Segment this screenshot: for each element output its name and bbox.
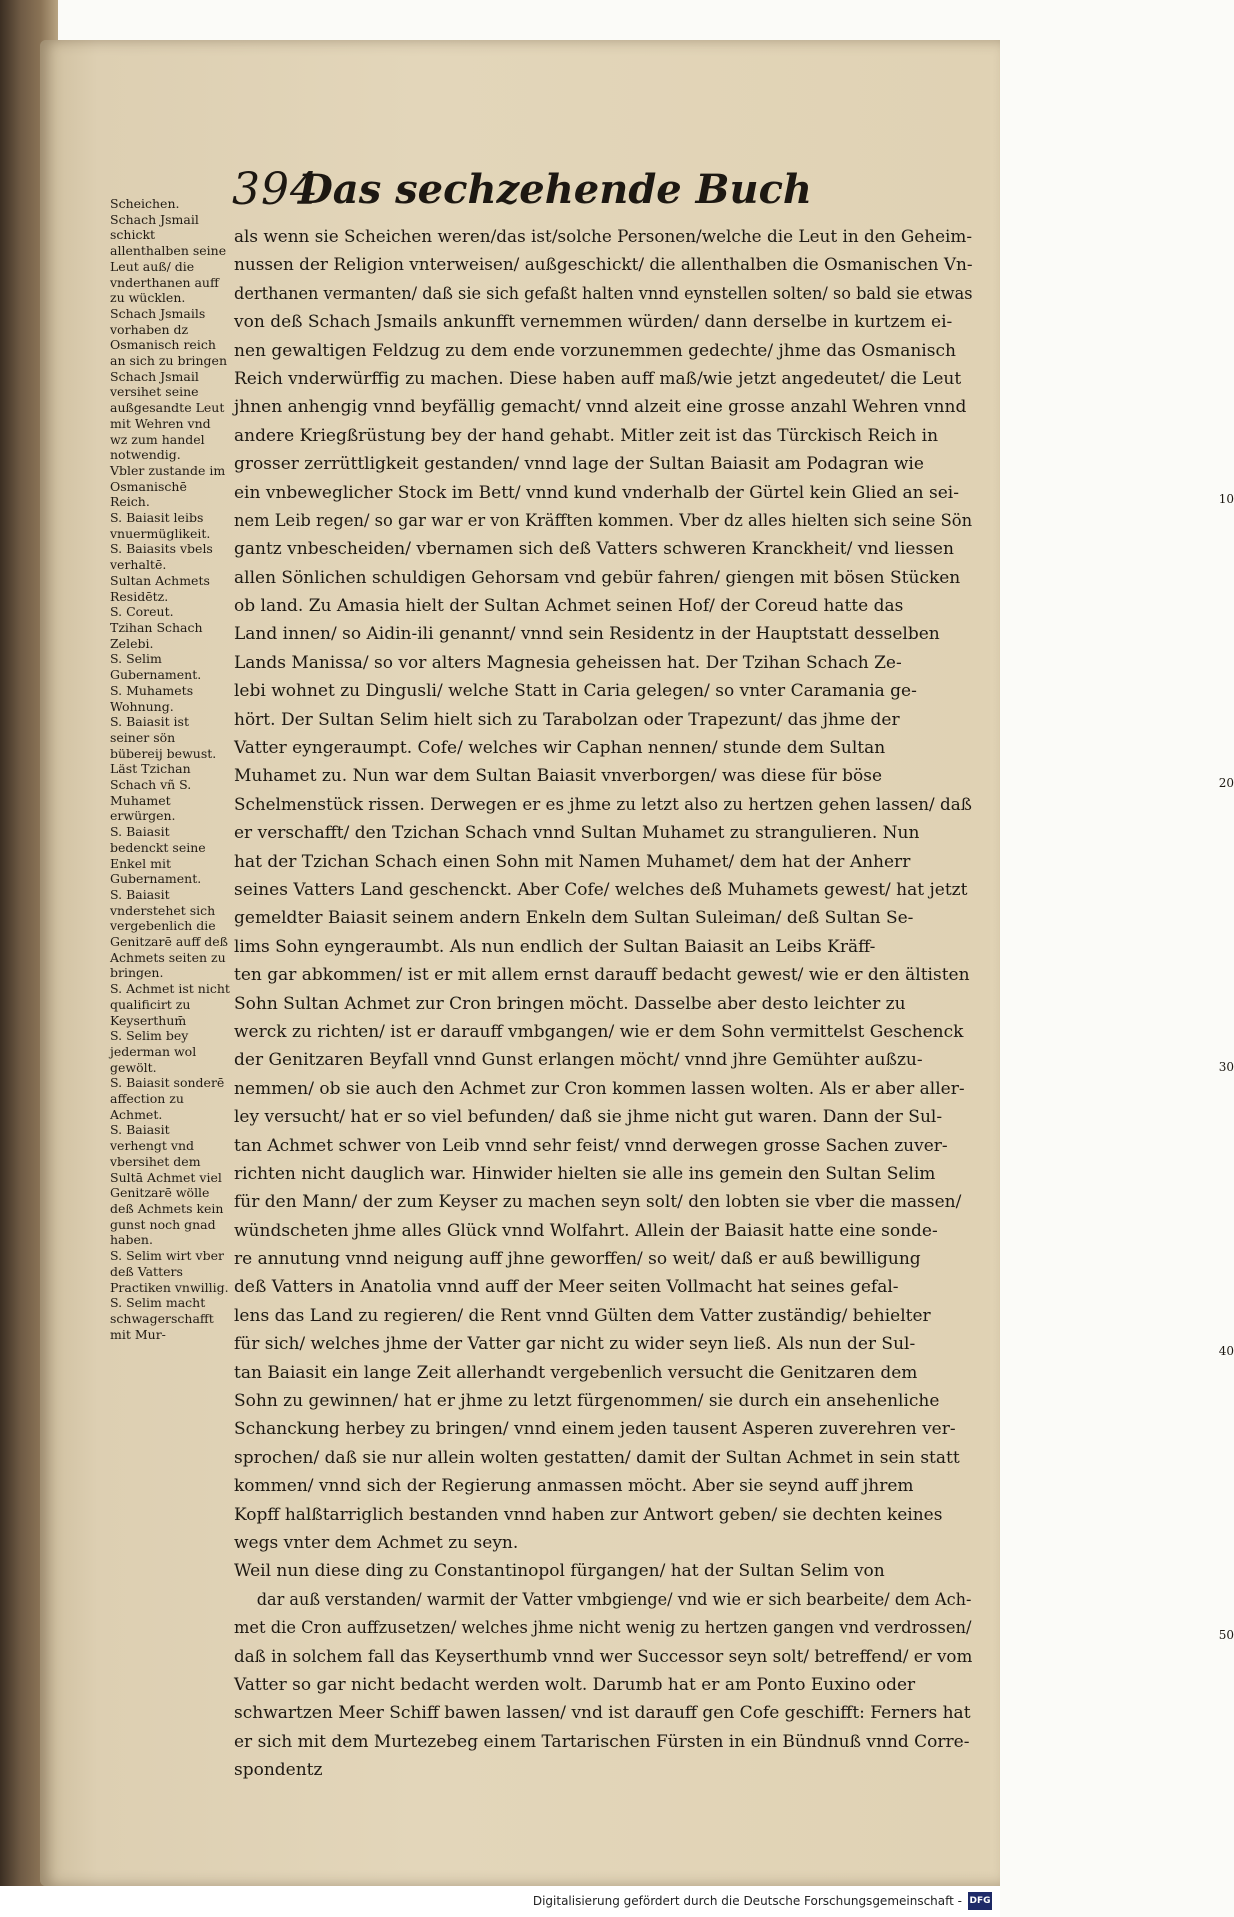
line-number-column — [1214, 223, 1234, 1784]
margin-note: S. Selim macht schwagerschafft mit Mur- — [110, 1295, 214, 1342]
text-line: ley versucht/ hat er so viel befunden/ daß sie jhme nicht gut waren. Dann der Sul- — [234, 1107, 943, 1128]
margin-note: Tzihan Schach Zelebi. — [110, 619, 203, 651]
text-line: grosser zerrüttligkeit gestanden/ vnnd lage der Sultan Baiasit am Podagran wie — [234, 454, 924, 475]
margin-note: S. Achmet ist nicht qualificirt zu Keyserthum̄ — [110, 981, 230, 1028]
text-line: Schelmenstück rissen. Derwegen er es jhme zu letzt also zu hertzen gehen lassen/ daß — [234, 794, 972, 815]
text-line: kommen/ vnnd sich der Regierung anmassen möcht. Aber sie seynd auff jhrem — [234, 1476, 914, 1497]
text-line: Kopff halßtarriglich bestanden vnnd haben zur Antwort geben/ sie dechten keines — [234, 1504, 943, 1525]
text-line: hat der Tzichan Schach einen Sohn mit Namen Muhamet/ dem hat der Anherr — [234, 851, 911, 872]
text-line: Vatter eyngeraumpt. Cofe/ welches wir Caphan nennen/ stunde dem Sultan — [234, 738, 886, 759]
margin-note: S. Baiasit ist seiner sön bübereij bewust. — [110, 714, 217, 761]
margin-note: S. Baiasits vbels verhaltē. — [110, 541, 213, 573]
text-line: lebi wohnet zu Dingusli/ welche Statt in Caria gelegen/ so vnter Caramania ge- — [234, 681, 917, 702]
text-line: gantz vnbescheiden/ vbernamen sich deß Vatters schweren Kranckheit/ vnd liessen — [234, 539, 954, 560]
text-line: spondentz — [234, 1760, 323, 1781]
text-line: für den Mann/ der zum Keyser zu machen seyn solt/ den lobten sie vber die massen/ — [234, 1192, 962, 1213]
text-line: derthanen vermanten/ daß sie sich gefaßt halten vnnd eynstellen solten/ so bald sie etwas — [234, 283, 973, 304]
text-line: ten gar abkommen/ ist er mit allem ernst darauff bedacht gewest/ wie er den ältisten — [234, 965, 970, 986]
margin-note: S. Selim bey jederman wol gewölt. — [110, 1028, 197, 1075]
text-line: Weil nun diese ding zu Constantinopol fürgangen/ hat der Sultan Selim von — [234, 1561, 885, 1582]
text-line: dar auß verstanden/ warmit der Vatter vmbgienge/ vnd wie er sich bearbeite/ dem Ach- — [256, 1589, 972, 1610]
text-line: wegs vnter dem Achmet zu seyn. — [234, 1532, 519, 1553]
margin-note: S. Coreut. — [110, 604, 174, 620]
margin-note: Schach Jsmail schickt allenthalben seine Leut auß/ die vnderthanen auff zu wücklen. — [110, 211, 227, 306]
text-line: tan Baiasit ein lange Zeit allerhandt vergebenlich versucht die Genitzaren dem — [234, 1362, 918, 1383]
margin-note: S. Baiasit leibs vnuermüglikeit. — [110, 510, 211, 541]
text-line: re annutung vnnd neigung auff jhne geworffen/ so weit/ daß er auß bewilligung — [234, 1249, 921, 1270]
text-line: sprochen/ daß sie nur allein wolten gestatten/ damit der Sultan Achmet in sein statt — [234, 1447, 960, 1468]
dfg-logo: DFG — [968, 1892, 992, 1910]
text-line: wündscheten jhme alles Glück vnnd Wolfahrt. Allein der Baiasit hatte eine sonde- — [234, 1220, 938, 1241]
main-text-block — [234, 223, 1234, 1784]
text-line: Vatter so gar nicht bedacht werden wolt. Darumb hat er am Ponto Euxino oder — [234, 1674, 916, 1695]
text-line: der Genitzaren Beyfall vnnd Gunst erlangen möcht/ vnnd jhre Gemühter außzu- — [234, 1050, 923, 1071]
text-line: daß in solchem fall das Keyserthumb vnnd wer Successor seyn solt/ betreffend/ er vom — [234, 1646, 973, 1667]
margin-note: Genitzarē wölle deß Achmets kein gunst noch gnad haben. — [110, 1185, 224, 1248]
text-line: werck zu richten/ ist er darauff vmbgangen/ wie er dem Sohn vermittelst Geschenck — [234, 1021, 964, 1042]
text-line: met die Cron auffzusetzen/ welches jhme nicht wenig zu hertzen gangen vnd verdrossen/ — [234, 1618, 972, 1639]
text-line: lims Sohn eyngeraumbt. Als nun endlich der Sultan Baiasit an Leibs Kräff- — [234, 936, 876, 957]
text-line: er sich mit dem Murtezebeg einem Tartarischen Fürsten in ein Bündnuß vnnd Corre- — [234, 1731, 970, 1752]
text-line: Reich vnderwürffig zu machen. Diese haben auff maß/wie jetzt angedeutet/ die Leut — [234, 368, 962, 389]
margin-note: Sultan Achmets Residētz. — [110, 572, 210, 604]
footer-bar — [0, 1886, 1000, 1917]
text-line: Lands Manissa/ so vor alters Magnesia geheissen hat. Der Tzihan Schach Ze- — [234, 652, 902, 673]
text-line: ein vnbeweglicher Stock im Bett/ vnnd kund vnderhalb der Gürtel kein Glied an sei- — [234, 482, 959, 503]
line-number-marker: 30 — [1218, 1059, 1234, 1074]
text-line: von deß Schach Jsmails ankunfft vernemmen würden/ dann derselbe in kurtzem ei- — [234, 312, 953, 333]
margin-note: S. Baiasit sonderē affection zu Achmet. — [110, 1075, 225, 1122]
text-line: hört. Der Sultan Selim hielt sich zu Tarabolzan oder Trapezunt/ das jhme der — [234, 709, 900, 730]
margin-note: S. Muhamets Wohnung. — [110, 682, 194, 714]
text-line: schwartzen Meer Schiff bawen lassen/ vnd ist darauff gen Cofe geschifft: Ferners hat — [234, 1703, 971, 1724]
text-line: allen Sönlichen schuldigen Gehorsam vnd gebür fahren/ giengen mit bösen Stücken — [234, 567, 961, 588]
text-line: gemeldter Baiasit seinem andern Enkeln dem Sultan Suleiman/ deß Sultan Se- — [234, 908, 914, 929]
text-line: nen gewaltigen Feldzug zu dem ende vorzunemmen gedechte/ jhme das Osmanisch — [234, 340, 956, 361]
text-line: nemmen/ ob sie auch den Achmet zur Cron kommen lassen wolten. Als er aber aller- — [234, 1078, 965, 1099]
text-line: Sohn zu gewinnen/ hat er jhme zu letzt fürgenommen/ sie durch ein ansehenliche — [234, 1391, 940, 1412]
text-line: er verschafft/ den Tzichan Schach vnnd Sultan Muhamet zu strangulieren. Nun — [234, 823, 920, 844]
margin-note: S. Baiasit bedenckt seine Enkel mit Gubernament. — [110, 824, 206, 887]
footer-credit: Digitalisierung gefördert durch die Deutsche Forschungsgemeinschaft - — [532, 1894, 962, 1908]
text-line: als wenn sie Scheichen weren/das ist/solche Personen/welche die Leut in den Geheim- — [234, 227, 973, 247]
margin-note: Scheichen. — [110, 196, 180, 211]
text-line: deß Vatters in Anatolia vnnd auff der Meer seiten Vollmacht hat seines gefal- — [234, 1277, 899, 1298]
text-line: andere Kriegßrüstung bey der hand gehabt. Mitler zeit ist das Türckisch Reich in — [234, 425, 939, 446]
text-line: für sich/ welches jhme der Vatter gar nicht zu wider seyn ließ. Als nun der Sul- — [234, 1334, 916, 1355]
text-line: nussen der Religion vnterweisen/ außgeschickt/ die allenthalben die Osmanischen Vn- — [234, 255, 973, 276]
margin-note: S. Selim Gubernament. — [110, 651, 202, 683]
line-number-marker: 40 — [1218, 1343, 1234, 1358]
text-line: Land innen/ so Aidin-ili genannt/ vnnd sein Residentz in der Hauptstatt desselben — [234, 624, 940, 645]
margin-note: Läst Tzichan Schach vñ S. Muhamet erwürgen. — [110, 761, 192, 824]
margin-note: S. Baiasit verhengt vnd vbersihet dem Sultā Achmet viel — [110, 1122, 222, 1185]
text-line: ob land. Zu Amasia hielt der Sultan Achmet seinen Hof/ der Coreud hatte das — [234, 596, 904, 617]
text-line: Schanckung herbey zu bringen/ vnnd einem jeden tausent Asperen zuverehren ver- — [234, 1419, 956, 1440]
margin-note: S. Baiasit vnderstehet sich vergebenlich die Genitzarē auff deß Achmets seiten zu bringen. — [110, 886, 228, 981]
running-title: Das sechzehende Buch — [298, 166, 812, 213]
page-number: 394 — [232, 164, 319, 215]
page-header — [232, 160, 812, 220]
text-line: lens das Land zu regieren/ die Rent vnnd Gülten dem Vatter zuständig/ behielter — [234, 1305, 931, 1326]
margin-note: Vbler zustande im Osmanischē Reich. — [110, 462, 226, 510]
text-line: Muhamet zu. Nun war dem Sultan Baiasit vnverborgen/ was diese für böse — [234, 766, 883, 787]
text-line: Sohn Sultan Achmet zur Cron bringen möcht. Dasselbe aber desto leichter zu — [234, 993, 906, 1014]
line-number-marker: 10 — [1218, 491, 1234, 506]
margin-note: S. Selim wirt vber deß Vatters Practiken vnwillig. — [110, 1248, 229, 1295]
margin-notes — [110, 196, 230, 1342]
text-line: nem Leib regen/ so gar war er von Kräfften kommen. Vber dz alles hielten sich seine Sön — [234, 510, 973, 531]
margin-note: Schach Jsmails vorhaben dz Osmanisch reich an sich zu bringen — [110, 305, 227, 369]
text-line: jhnen anhengig vnnd beyfällig gemacht/ vnnd alzeit eine grosse anzahl Wehren vnnd — [234, 397, 967, 418]
line-number-marker: 50 — [1218, 1627, 1234, 1642]
line-number-marker: 20 — [1218, 775, 1234, 790]
text-line: tan Achmet schwer von Leib vnnd sehr feist/ vnnd derwegen grosse Sachen zuver- — [234, 1135, 948, 1156]
text-line: seines Vatters Land geschenckt. Aber Cofe/ welches deß Muhamets gewest/ hat jetzt — [234, 879, 968, 900]
margin-note: Schach Jsmail versihet seine außgesandte Leut mit Wehren vnd wz zum handel notwendig. — [110, 368, 225, 463]
text-line: richten nicht dauglich war. Hinwider hielten sie alle ins gemein den Sultan Selim — [234, 1163, 936, 1184]
